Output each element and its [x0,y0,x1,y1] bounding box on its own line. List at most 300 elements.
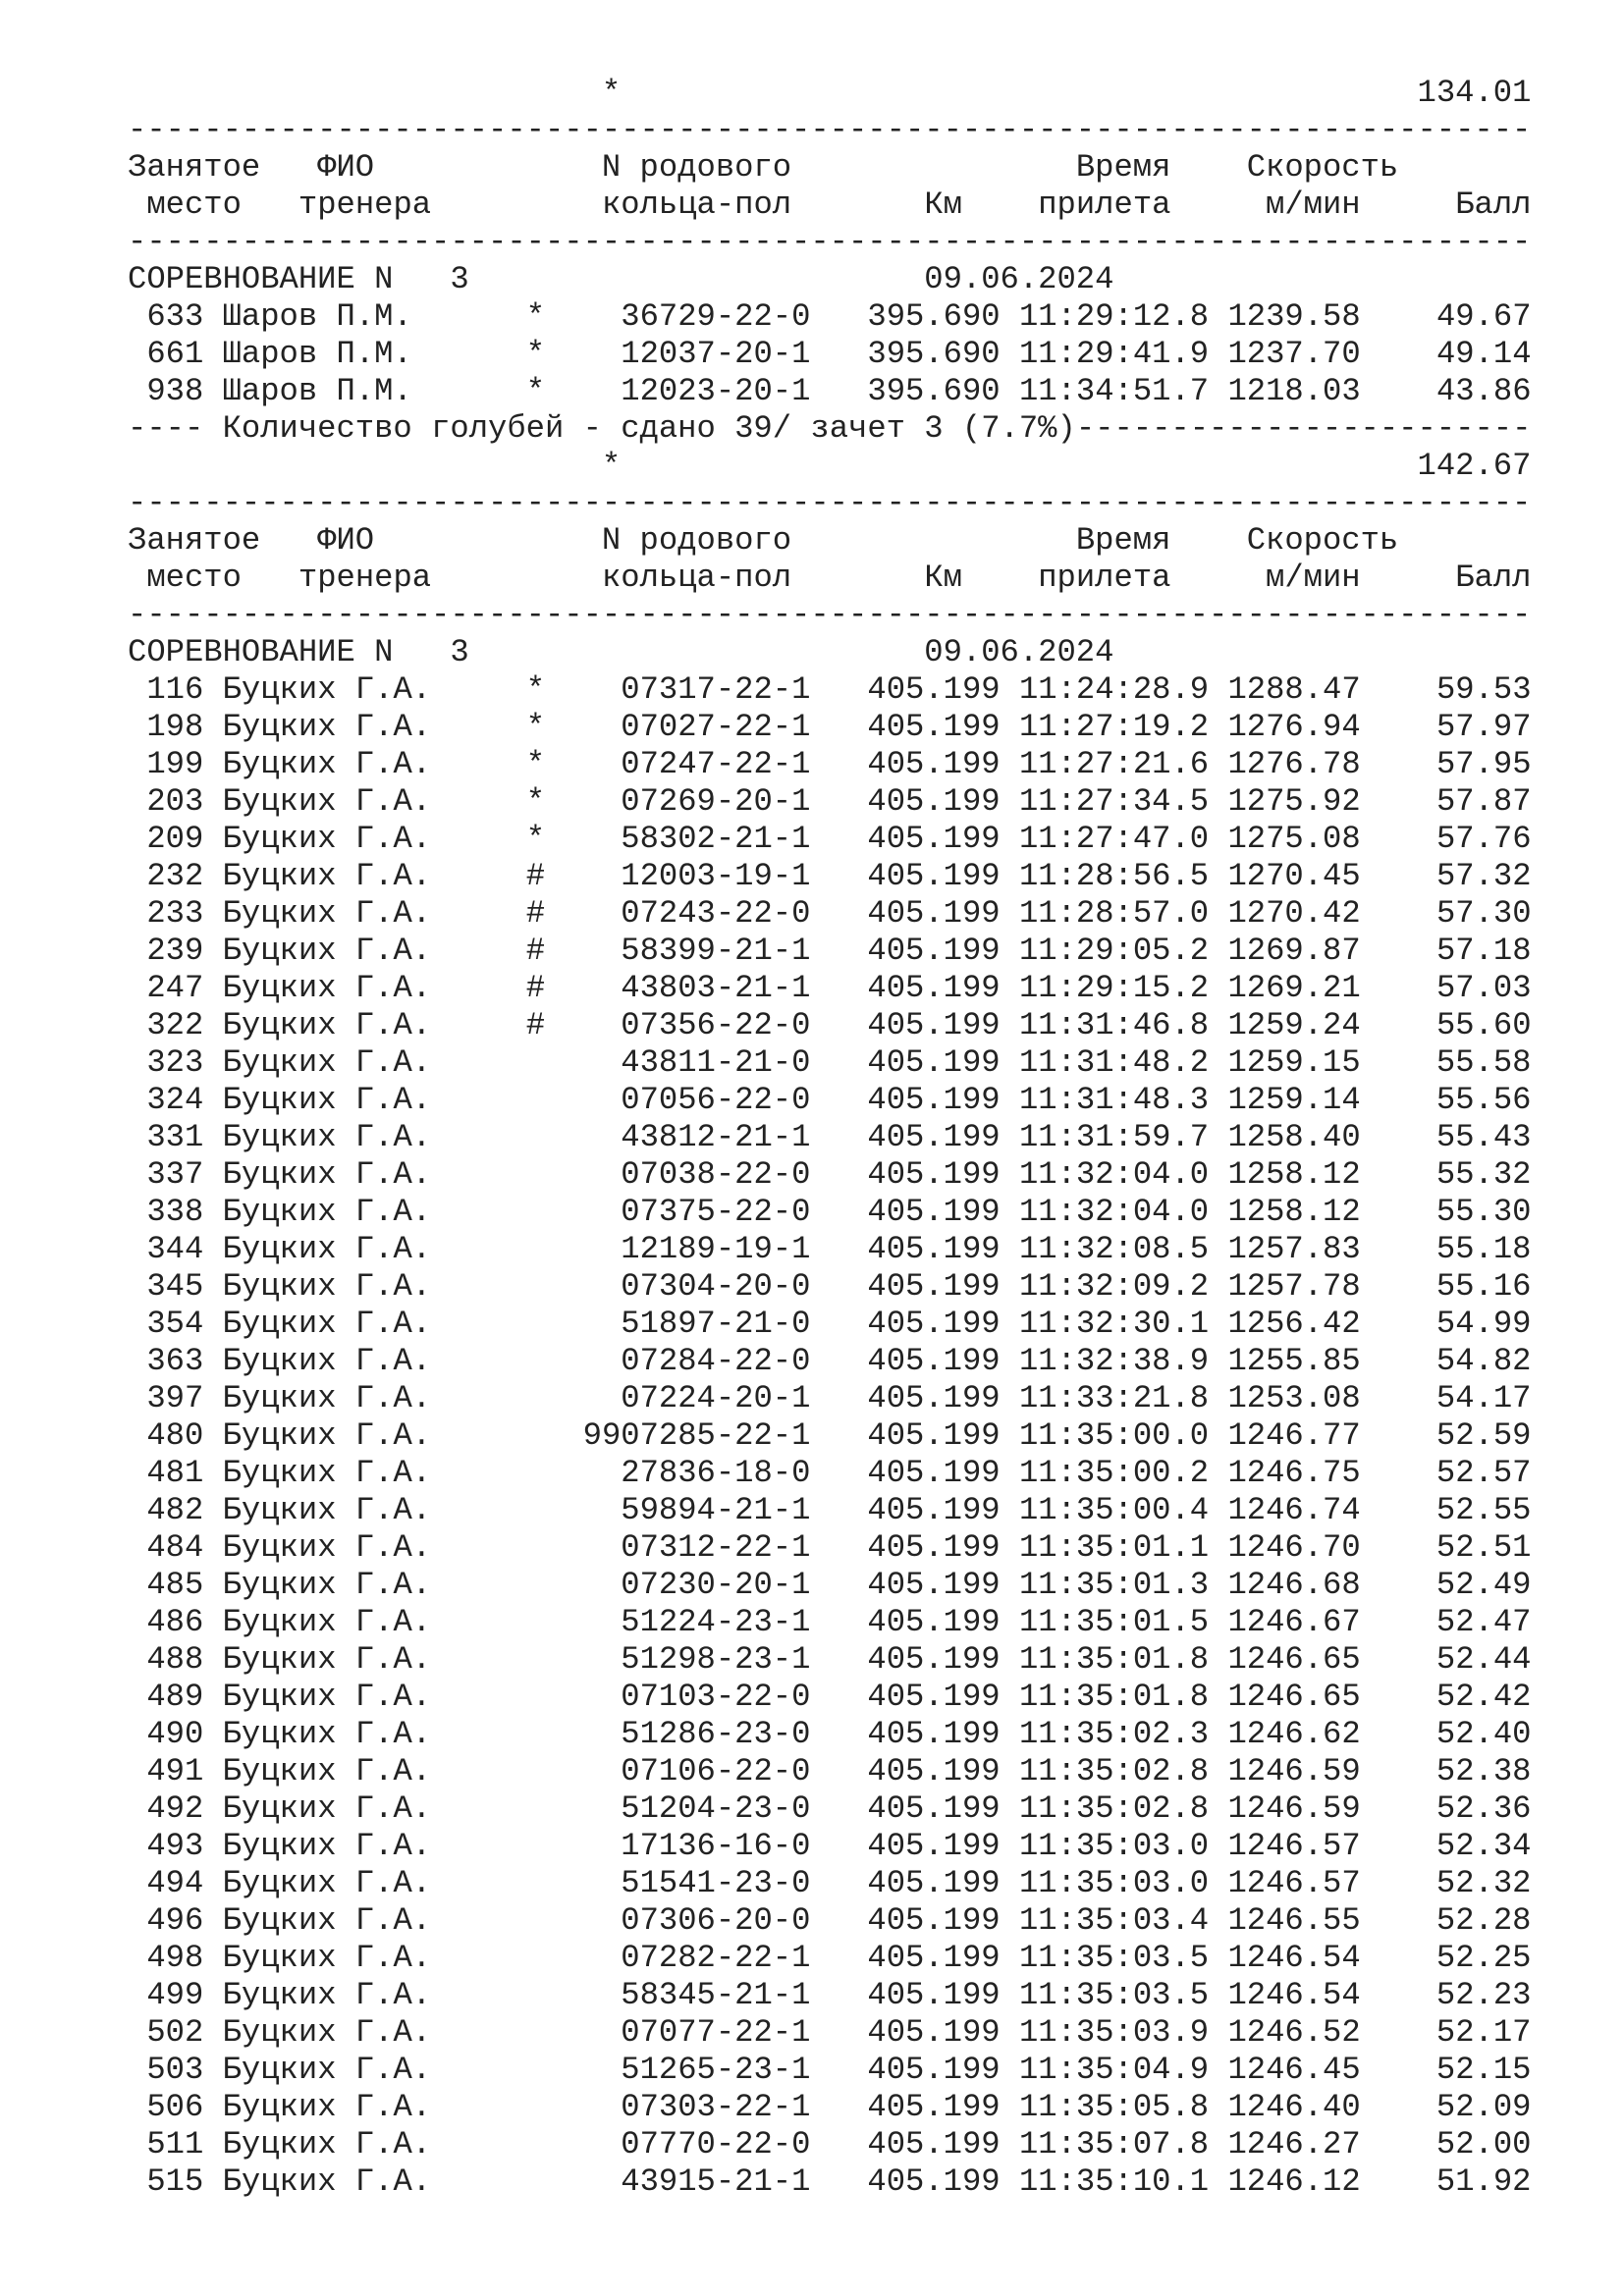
competition-line [128,261,1532,298]
table-row [128,373,1532,410]
row-name: Буцких Г.А. [222,746,432,782]
row-name: Буцких Г.А. [222,970,432,1006]
row-km: 405.199 [867,1119,1001,1155]
row-place: 331 [146,1119,204,1155]
row-mark: # [525,970,546,1006]
competition-line [128,634,1532,671]
header-time: Время [1075,149,1171,186]
row-km: 405.199 [867,1567,1001,1603]
row-speed: 1246.40 [1227,2089,1361,2125]
row-speed: 1246.55 [1227,1902,1361,1939]
row-time: 11:32:04.0 [1018,1194,1210,1230]
row-speed: 1255.85 [1227,1343,1361,1379]
row-ring: 07243-22-0 [621,895,811,932]
row-km: 405.199 [867,1082,1001,1118]
row-time: 11:29:41.9 [1018,336,1210,372]
row-score: 52.38 [1435,1753,1532,1789]
row-mark: * [525,298,546,335]
row-speed: 1276.94 [1227,709,1361,745]
row-ring: 07027-22-1 [621,709,811,745]
row-ring: 51224-23-1 [621,1604,811,1640]
row-mark: * [525,373,546,409]
row-place: 633 [146,298,204,335]
row-time: 11:27:19.2 [1018,709,1210,745]
row-score: 52.15 [1435,2052,1532,2088]
section-total: 142.67 [1417,448,1532,484]
row-km: 405.199 [867,1231,1001,1267]
table-row [128,1567,1532,1604]
table-row [128,2089,1532,2126]
row-mark: * [525,671,546,708]
header-time-2: прилета [1038,560,1171,596]
table-row [128,1417,1532,1455]
row-time: 11:35:01.8 [1018,1641,1210,1678]
row-time: 11:35:00.4 [1018,1492,1210,1528]
row-score: 55.58 [1435,1044,1532,1081]
row-km: 395.690 [867,336,1001,372]
row-place: 503 [146,2052,204,2088]
row-ring: 07269-20-1 [621,783,811,820]
row-time: 11:32:09.2 [1018,1268,1210,1305]
row-time: 11:28:57.0 [1018,895,1210,932]
row-name: Шаров П.М. [222,336,412,372]
row-speed: 1246.27 [1227,2126,1361,2163]
row-ring: 59894-21-1 [621,1492,811,1528]
column-header-line-1 [128,149,1532,187]
row-mark: # [525,895,546,932]
header-speed: Скорость [1246,149,1399,186]
row-place: 233 [146,895,204,932]
row-speed: 1246.65 [1227,1641,1361,1678]
divider: -------------------------------------------------------------------------- [128,224,1532,260]
row-ring: 43812-21-1 [621,1119,811,1155]
divider: -------------------------------------------------------------------------- [128,485,1532,521]
row-speed: 1256.42 [1227,1306,1361,1342]
row-ring: 07103-22-0 [621,1679,811,1715]
row-mark: # [525,1007,546,1043]
row-ring: 12003-19-1 [621,858,811,894]
row-place: 485 [146,1567,204,1603]
table-row [128,1716,1532,1753]
row-time: 11:35:01.1 [1018,1529,1210,1566]
row-score: 52.32 [1435,1865,1532,1901]
row-score: 52.40 [1435,1716,1532,1752]
header-speed-2: м/мин [1266,560,1361,596]
table-row [128,2052,1532,2089]
row-place: 938 [146,373,204,409]
row-ring: 07077-22-1 [621,2014,811,2051]
table-row [128,1044,1532,1082]
row-speed: 1237.70 [1227,336,1361,372]
row-place: 498 [146,1940,204,1976]
row-name: Буцких Г.А. [222,2163,432,2200]
row-name: Буцких Г.А. [222,1007,432,1043]
row-time: 11:29:05.2 [1018,933,1210,969]
row-score: 57.95 [1435,746,1532,782]
row-time: 11:27:34.5 [1018,783,1210,820]
row-time: 11:31:46.8 [1018,1007,1210,1043]
header-place: Занятое [128,149,261,186]
row-speed: 1246.70 [1227,1529,1361,1566]
row-time: 11:35:03.4 [1018,1902,1210,1939]
row-time: 11:31:48.2 [1018,1044,1210,1081]
row-km: 405.199 [867,1604,1001,1640]
row-km: 395.690 [867,373,1001,409]
row-ring: 12189-19-1 [621,1231,811,1267]
row-speed: 1246.57 [1227,1865,1361,1901]
row-speed: 1270.42 [1227,895,1361,932]
row-score: 57.87 [1435,783,1532,820]
row-place: 354 [146,1306,204,1342]
row-ring: 07317-22-1 [621,671,811,708]
header-speed-2: м/мин [1266,187,1361,223]
row-name: Буцких Г.А. [222,1306,432,1342]
row-ring: 12023-20-1 [621,373,811,409]
row-km: 405.199 [867,1492,1001,1528]
table-row [128,821,1532,858]
row-speed: 1246.54 [1227,1940,1361,1976]
row-time: 11:35:00.0 [1018,1417,1210,1454]
row-name: Буцких Г.А. [222,1380,432,1416]
row-name: Буцких Г.А. [222,1940,432,1976]
row-km: 405.199 [867,1007,1001,1043]
row-name: Буцких Г.А. [222,1567,432,1603]
row-ring: 07770-22-0 [621,2126,811,2163]
row-speed: 1246.75 [1227,1455,1361,1491]
row-ring: 07106-22-0 [621,1753,811,1789]
section-star: * [601,75,622,111]
header-fio-2: тренера [298,560,432,596]
table-row [128,783,1532,821]
table-row [128,1977,1532,2014]
row-name: Буцких Г.А. [222,1828,432,1864]
row-ring: 58302-21-1 [621,821,811,857]
row-speed: 1246.59 [1227,1790,1361,1827]
row-place: 337 [146,1156,204,1193]
row-place: 199 [146,746,204,782]
row-time: 11:35:05.8 [1018,2089,1210,2125]
competition-date: 09.06.2024 [924,634,1114,670]
row-km: 405.199 [867,709,1001,745]
row-place: 492 [146,1790,204,1827]
table-row [128,1679,1532,1716]
row-mark: * [525,783,546,820]
row-place: 198 [146,709,204,745]
row-score: 57.30 [1435,895,1532,932]
table-row [128,1119,1532,1156]
table-row [128,858,1532,895]
table-row [128,1790,1532,1828]
row-km: 405.199 [867,821,1001,857]
header-ring-2: кольца-пол [601,560,792,596]
row-time: 11:35:01.8 [1018,1679,1210,1715]
row-name: Шаров П.М. [222,298,412,335]
row-score: 52.17 [1435,2014,1532,2051]
row-km: 405.199 [867,970,1001,1006]
row-place: 203 [146,783,204,820]
competition-title: СОРЕВНОВАНИЕ N 3 [128,261,469,297]
row-time: 11:32:08.5 [1018,1231,1210,1267]
row-place: 486 [146,1604,204,1640]
row-place: 502 [146,2014,204,2051]
table-row [128,970,1532,1007]
row-place: 491 [146,1753,204,1789]
row-speed: 1258.40 [1227,1119,1361,1155]
row-score: 57.76 [1435,821,1532,857]
row-place: 488 [146,1641,204,1678]
table-row [128,709,1532,746]
row-name: Буцких Г.А. [222,2089,432,2125]
row-speed: 1246.65 [1227,1679,1361,1715]
row-place: 489 [146,1679,204,1715]
table-row [128,1604,1532,1641]
row-ring: 07306-20-0 [621,1902,811,1939]
row-speed: 1257.83 [1227,1231,1361,1267]
header-km: Км [924,187,962,223]
row-ring: 9907285-22-1 [582,1417,811,1454]
row-place: 239 [146,933,204,969]
row-score: 54.99 [1435,1306,1532,1342]
results-document [128,75,1532,2201]
row-name: Буцких Г.А. [222,821,432,857]
row-place: 116 [146,671,204,708]
row-name: Буцких Г.А. [222,709,432,745]
table-row [128,746,1532,783]
table-row [128,933,1532,970]
row-name: Буцких Г.А. [222,1119,432,1155]
row-time: 11:35:02.8 [1018,1753,1210,1789]
row-mark: * [525,709,546,745]
row-time: 11:35:07.8 [1018,2126,1210,2163]
row-ring: 51265-23-1 [621,2052,811,2088]
row-km: 405.199 [867,2126,1001,2163]
row-km: 405.199 [867,2163,1001,2200]
row-ring: 07230-20-1 [621,1567,811,1603]
row-speed: 1239.58 [1227,298,1361,335]
row-name: Буцких Г.А. [222,2126,432,2163]
row-speed: 1246.57 [1227,1828,1361,1864]
header-fio: ФИО [317,149,375,186]
row-time: 11:32:38.9 [1018,1343,1210,1379]
competition-date: 09.06.2024 [924,261,1114,297]
row-score: 52.42 [1435,1679,1532,1715]
table-row [128,1455,1532,1492]
row-mark: * [525,821,546,857]
row-speed: 1246.62 [1227,1716,1361,1752]
row-place: 323 [146,1044,204,1081]
row-km: 405.199 [867,1828,1001,1864]
row-time: 11:28:56.5 [1018,858,1210,894]
row-place: 484 [146,1529,204,1566]
row-score: 55.60 [1435,1007,1532,1043]
row-score: 55.43 [1435,1119,1532,1155]
row-score: 57.03 [1435,970,1532,1006]
row-ring: 07247-22-1 [621,746,811,782]
table-row [128,1940,1532,1977]
row-ring: 51286-23-0 [621,1716,811,1752]
row-name: Буцких Г.А. [222,1343,432,1379]
table-row [128,298,1532,336]
row-speed: 1218.03 [1227,373,1361,409]
row-name: Буцких Г.А. [222,1044,432,1081]
row-time: 11:35:03.0 [1018,1865,1210,1901]
row-score: 52.55 [1435,1492,1532,1528]
row-score: 49.14 [1435,336,1532,372]
row-km: 405.199 [867,671,1001,708]
row-speed: 1257.78 [1227,1268,1361,1305]
row-speed: 1270.45 [1227,858,1361,894]
row-km: 405.199 [867,1529,1001,1566]
row-score: 54.17 [1435,1380,1532,1416]
row-mark: # [525,858,546,894]
row-name: Буцких Г.А. [222,1753,432,1789]
table-row [128,1194,1532,1231]
row-score: 57.32 [1435,858,1532,894]
row-speed: 1258.12 [1227,1156,1361,1193]
row-km: 405.199 [867,2052,1001,2088]
table-row [128,1753,1532,1790]
row-ring: 07303-22-1 [621,2089,811,2125]
header-score: Балл [1455,187,1532,223]
row-speed: 1258.12 [1227,1194,1361,1230]
row-score: 55.18 [1435,1231,1532,1267]
row-ring: 51298-23-1 [621,1641,811,1678]
row-name: Шаров П.М. [222,373,412,409]
row-name: Буцких Г.А. [222,1455,432,1491]
row-time: 11:32:30.1 [1018,1306,1210,1342]
row-speed: 1246.74 [1227,1492,1361,1528]
row-score: 52.23 [1435,1977,1532,2013]
row-speed: 1276.78 [1227,746,1361,782]
header-ring-2: кольца-пол [601,187,792,223]
row-km: 405.199 [867,1902,1001,1939]
row-name: Буцких Г.А. [222,858,432,894]
row-score: 52.09 [1435,2089,1532,2125]
row-time: 11:35:03.9 [1018,2014,1210,2051]
section-total-line [128,448,1532,485]
row-place: 338 [146,1194,204,1230]
row-name: Буцких Г.А. [222,933,432,969]
row-ring: 07284-22-0 [621,1343,811,1379]
table-row [128,1007,1532,1044]
row-place: 345 [146,1268,204,1305]
row-km: 395.690 [867,298,1001,335]
row-name: Буцких Г.А. [222,1231,432,1267]
row-ring: 17136-16-0 [621,1828,811,1864]
row-km: 405.199 [867,1306,1001,1342]
row-score: 55.16 [1435,1268,1532,1305]
row-score: 51.92 [1435,2163,1532,2200]
row-score: 54.82 [1435,1343,1532,1379]
row-speed: 1275.92 [1227,783,1361,820]
header-place: Занятое [128,522,261,559]
row-name: Буцких Г.А. [222,1268,432,1305]
row-score: 57.18 [1435,933,1532,969]
row-name: Буцких Г.А. [222,1902,432,1939]
row-km: 405.199 [867,1679,1001,1715]
row-name: Буцких Г.А. [222,2014,432,2051]
header-fio-2: тренера [298,187,432,223]
row-score: 52.57 [1435,1455,1532,1491]
row-km: 405.199 [867,2014,1001,2051]
section-star: * [601,448,622,484]
row-score: 52.49 [1435,1567,1532,1603]
row-ring: 07282-22-1 [621,1940,811,1976]
row-place: 661 [146,336,204,372]
row-time: 11:33:21.8 [1018,1380,1210,1416]
row-speed: 1259.24 [1227,1007,1361,1043]
row-speed: 1259.14 [1227,1082,1361,1118]
row-ring: 07038-22-0 [621,1156,811,1193]
row-score: 52.59 [1435,1417,1532,1454]
row-speed: 1246.67 [1227,1604,1361,1640]
row-time: 11:35:01.5 [1018,1604,1210,1640]
table-row [128,895,1532,933]
row-score: 55.30 [1435,1194,1532,1230]
summary-text: Количество голубей - сдано 39/ зачет 3 (7.7%) [222,410,1076,447]
table-row [128,1343,1532,1380]
header-time-2: прилета [1038,187,1171,223]
row-name: Буцких Г.А. [222,1156,432,1193]
row-speed: 1246.54 [1227,1977,1361,2013]
section-total: 134.01 [1417,75,1532,111]
row-score: 55.32 [1435,1156,1532,1193]
table-row [128,2014,1532,2052]
row-place: 209 [146,821,204,857]
row-time: 11:29:12.8 [1018,298,1210,335]
table-row [128,1231,1532,1268]
row-ring: 58345-21-1 [621,1977,811,2013]
row-time: 11:35:03.5 [1018,1940,1210,1976]
row-name: Буцких Г.А. [222,1194,432,1230]
row-km: 405.199 [867,1716,1001,1752]
row-speed: 1246.77 [1227,1417,1361,1454]
row-score: 52.36 [1435,1790,1532,1827]
row-ring: 43803-21-1 [621,970,811,1006]
row-score: 52.51 [1435,1529,1532,1566]
row-place: 322 [146,1007,204,1043]
row-score: 49.67 [1435,298,1532,335]
row-name: Буцких Г.А. [222,1604,432,1640]
table-row [128,671,1532,709]
row-speed: 1246.59 [1227,1753,1361,1789]
row-time: 11:34:51.7 [1018,373,1210,409]
row-km: 405.199 [867,1641,1001,1678]
row-km: 405.199 [867,858,1001,894]
row-time: 11:31:59.7 [1018,1119,1210,1155]
row-place: 506 [146,2089,204,2125]
header-place-2: место [146,187,242,223]
competition-title: СОРЕВНОВАНИЕ N 3 [128,634,469,670]
row-km: 405.199 [867,1790,1001,1827]
row-name: Буцких Г.А. [222,2052,432,2088]
row-speed: 1288.47 [1227,671,1361,708]
row-score: 43.86 [1435,373,1532,409]
row-place: 496 [146,1902,204,1939]
row-time: 11:32:04.0 [1018,1156,1210,1193]
row-km: 405.199 [867,1455,1001,1491]
row-speed: 1246.68 [1227,1567,1361,1603]
row-name: Буцких Г.А. [222,671,432,708]
row-score: 52.28 [1435,1902,1532,1939]
summary-line: ---- Количество голубей - сдано 39/ зачет 3 (7.7%)------------------------ [128,410,1532,447]
row-km: 405.199 [867,1343,1001,1379]
row-score: 59.53 [1435,671,1532,708]
column-header-line-2 [128,187,1532,224]
column-header-line-1 [128,522,1532,560]
row-score: 52.34 [1435,1828,1532,1864]
row-time: 11:31:48.3 [1018,1082,1210,1118]
